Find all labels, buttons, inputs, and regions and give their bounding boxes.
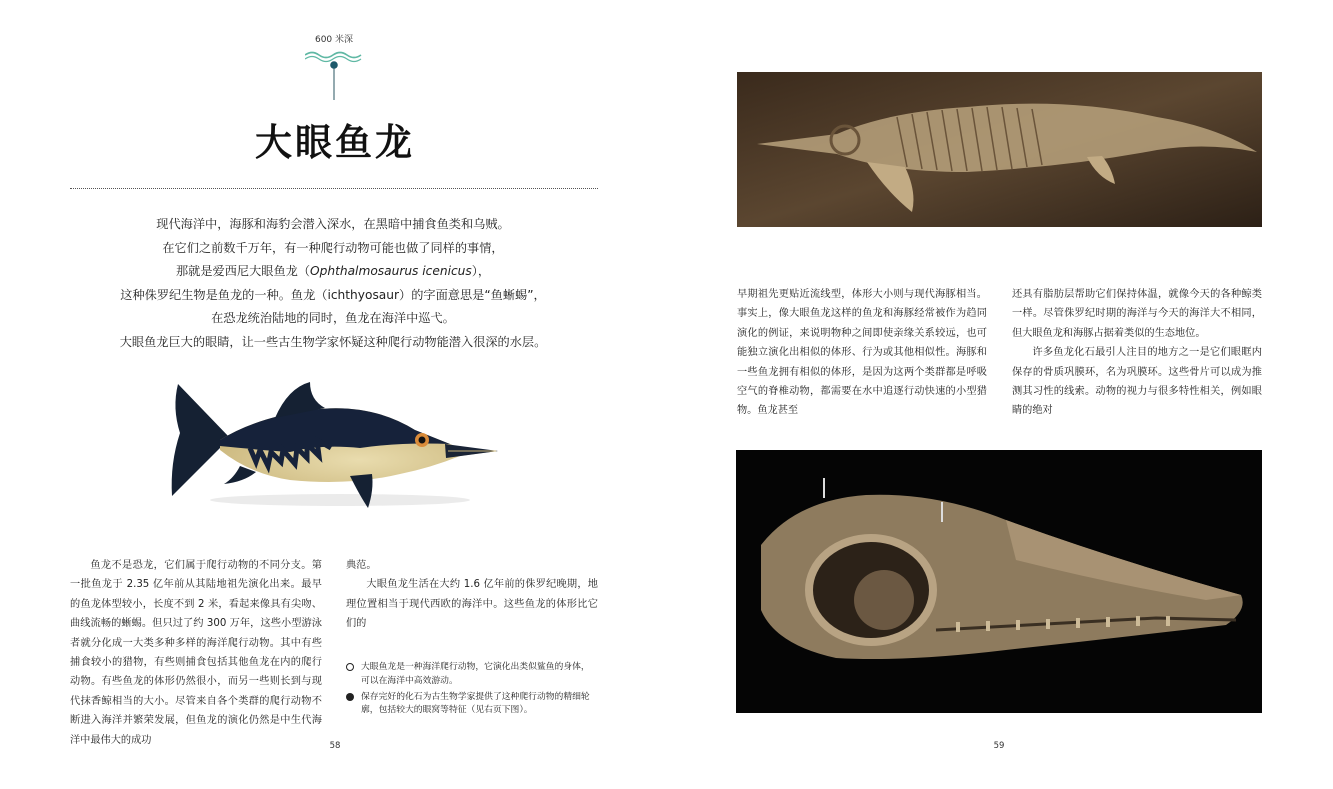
- ichthyosaur-illustration: [160, 378, 505, 508]
- title-divider: [70, 188, 598, 189]
- intro-line: 大眼鱼龙巨大的眼睛，让一些古生物学家怀疑这种爬行动物能潜入很深的水层。: [119, 334, 547, 349]
- right-column-2: [1012, 285, 1262, 421]
- depth-marker-icon: [305, 44, 363, 102]
- caption-item: 保存完好的化石为古生物学家提供了这种爬行动物的精细轮廓，包括较大的眼窝等特征（见右页下图）。: [346, 691, 596, 719]
- body-column-2: [346, 556, 598, 634]
- fossil-skull-photo: [736, 450, 1262, 713]
- right-column-1: [737, 285, 987, 421]
- caption-item: 大眼鱼龙是一种海洋爬行动物，它演化出类似鲨鱼的身体，可以在海洋中高效游动。: [346, 661, 596, 689]
- captions: [346, 661, 596, 720]
- intro-line: 在恐龙统治陆地的同时，鱼龙在海洋中巡弋。: [211, 311, 455, 326]
- body-paragraph: 鱼龙不是恐龙，它们属于爬行动物的不同分支。第一批鱼龙于 2.35 亿年前从其陆地祖先演化出来。最早的鱼龙体型较小，长度不到 2 米，看起来像具有尖吻、曲线流畅的蜥蜴。但只过了约 300 万年，这些小型游泳者就分化成一大类多种多样的海洋爬行动物。其中有些捕食较小的猎物，有些则捕食包括其他鱼龙在内的爬行动物。有些鱼龙的体形仍然很小，而另一些则长到与现代抹香鲸相当的大小。尽管来自各个类群的爬行动物不断进入海洋并繁荣发展，但鱼龙的演化仍然是中生代海洋中最伟大的成功: [70, 560, 322, 746]
- intro-line: 在它们之前数千万年，有一种爬行动物可能也做了同样的事情，: [162, 240, 504, 255]
- intro-paragraph: [88, 213, 578, 355]
- body-paragraph: 大眼鱼龙生活在大约 1.6 亿年前的侏罗纪晚期，地理位置相当于现代西欧的海洋中。这些鱼龙的体形比它们的: [346, 579, 598, 630]
- body-paragraph: 早期祖先更贴近流线型，体形大小则与现代海豚相当。事实上，像大眼鱼龙这样的鱼龙和海豚经常被作为趋同演化的例证，来说明物种之间即使亲缘关系较远，也可能独立演化出相似的体形、行为或其他相似性。海豚和一些鱼龙拥有相似的体形，是因为这两个类群都是呼吸空气的脊椎动物，都需要在水中追逐行动快速的小型猎物。鱼龙甚至: [737, 289, 987, 417]
- intro-line: 现代海洋中，海豚和海豹会潜入深水，在黑暗中捕食鱼类和乌贼。: [156, 217, 510, 231]
- page-number-left: 58: [329, 741, 341, 751]
- filled-bullet-icon: [346, 693, 354, 701]
- body-paragraph-end: 典范。: [346, 560, 377, 571]
- intro-line: 这种侏罗纪生物是鱼龙的一种。鱼龙（ichthyosaur）的字面意思是“鱼蜥蜴”，: [120, 287, 546, 302]
- depth-label: 600 米深: [314, 35, 354, 45]
- fossil-skeleton-photo: [737, 72, 1262, 227]
- body-paragraph: 还具有脂肪层帮助它们保持体温，就像今天的各种鲸类一样。尽管侏罗纪时期的海洋与今天的海洋大不相同，但大眼鱼龙和海豚占据着类似的生态地位。: [1012, 289, 1262, 339]
- page-title: 大眼鱼龙: [255, 120, 415, 164]
- body-column-1: [70, 556, 322, 750]
- hollow-bullet-icon: [346, 663, 354, 671]
- page-number-right: 59: [993, 741, 1005, 751]
- intro-line: 那就是爱西尼大眼鱼龙（Ophthalmosaurus icenicus），: [175, 264, 491, 279]
- scientific-name: Ophthalmosaurus icenicus: [310, 264, 472, 279]
- body-paragraph: 许多鱼龙化石最引人注目的地方之一是它们眼眶内保存的骨质巩膜环，名为巩膜环。这些骨片可以成为推测其习性的线索。动物的视力与很多特性相关，例如眼睛的绝对: [1012, 347, 1262, 417]
